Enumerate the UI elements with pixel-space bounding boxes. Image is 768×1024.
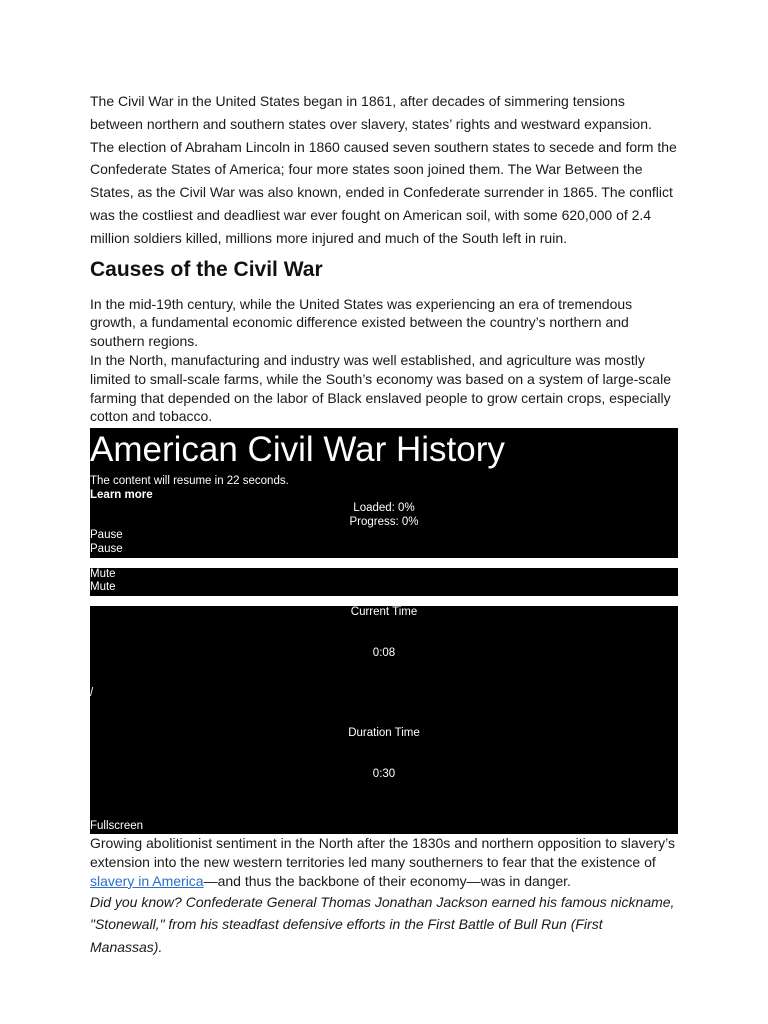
video-title: American Civil War History bbox=[90, 430, 505, 470]
player-edge bbox=[678, 646, 682, 726]
learn-more-link[interactable]: Learn more bbox=[90, 489, 153, 502]
current-time: 0:08 bbox=[372, 647, 396, 660]
current-time-label: Current Time bbox=[350, 606, 418, 619]
fullscreen-button[interactable]: Fullscreen bbox=[90, 820, 144, 833]
causes-paragraph-2: In the North, manufacturing and industry was well established, and agriculture was mostly limited to small-scale farms, while the South’s economy was based on a system of large-scale farming that depended on the labor of Black enslaved people to grow certain crops, especially cotton and tobacco. bbox=[90, 351, 671, 425]
pause-button-label: Pause bbox=[90, 543, 123, 556]
article bbox=[90, 90, 678, 959]
control-divider bbox=[90, 596, 680, 606]
mute-button-label: Mute bbox=[90, 581, 116, 594]
duration-time: 0:30 bbox=[372, 768, 396, 781]
intro-paragraph: The Civil War in the United States began in 1861, after decades of simmering tensions between northern and southern states over slavery, states’ rights and westward expansion. The election of Abraham Lincoln in 1860 caused seven southern states to secede and form the Confederate States of America; four more states soon joined them. The War Between the States, as the Civil War was also known, ended in Confederate surrender in 1865. The conflict was the costliest and deadliest war ever fought on American soil, with some 620,000 of 2.4 million soldiers killed, millions more injured and much of the South left in ruin. bbox=[90, 93, 677, 246]
abolition-text-start: Growing abolitionist sentiment in the North after the 1830s and northern opposition to slavery’s extension into the new western territories led many southerners to fear that the existence of bbox=[90, 835, 675, 870]
duration-label: Duration Time bbox=[348, 727, 420, 740]
loaded-indicator: Loaded: 0% bbox=[353, 502, 415, 515]
abolition-paragraph bbox=[90, 834, 678, 890]
time-separator: / bbox=[90, 687, 94, 700]
mute-button[interactable]: Mute bbox=[90, 568, 116, 581]
pause-button[interactable]: Pause bbox=[90, 529, 123, 542]
causes-paragraph-1: In the mid-19th century, while the United States was experiencing an era of tremendous growth, a fundamental economic difference existed between the country’s northern and southern regions. bbox=[90, 295, 633, 350]
progress-indicator: Progress: 0% bbox=[349, 516, 419, 529]
video-player[interactable] bbox=[90, 428, 678, 834]
control-divider bbox=[90, 558, 680, 568]
player-edge bbox=[678, 428, 682, 502]
ad-resume-message: The content will resume in 22 seconds. bbox=[90, 475, 289, 488]
did-you-know: Did you know? Confederate General Thomas Jonathan Jackson earned his famous nickname, "Stonewall," from his steadfast defensive efforts in the First Battle of Bull Run (First Manassas). bbox=[90, 893, 675, 956]
slavery-in-america-link[interactable]: slavery in America bbox=[90, 872, 204, 889]
abolition-text-end: —and thus the backbone of their economy—was in danger. bbox=[203, 872, 571, 889]
section-heading: Causes of the Civil War bbox=[90, 257, 323, 281]
